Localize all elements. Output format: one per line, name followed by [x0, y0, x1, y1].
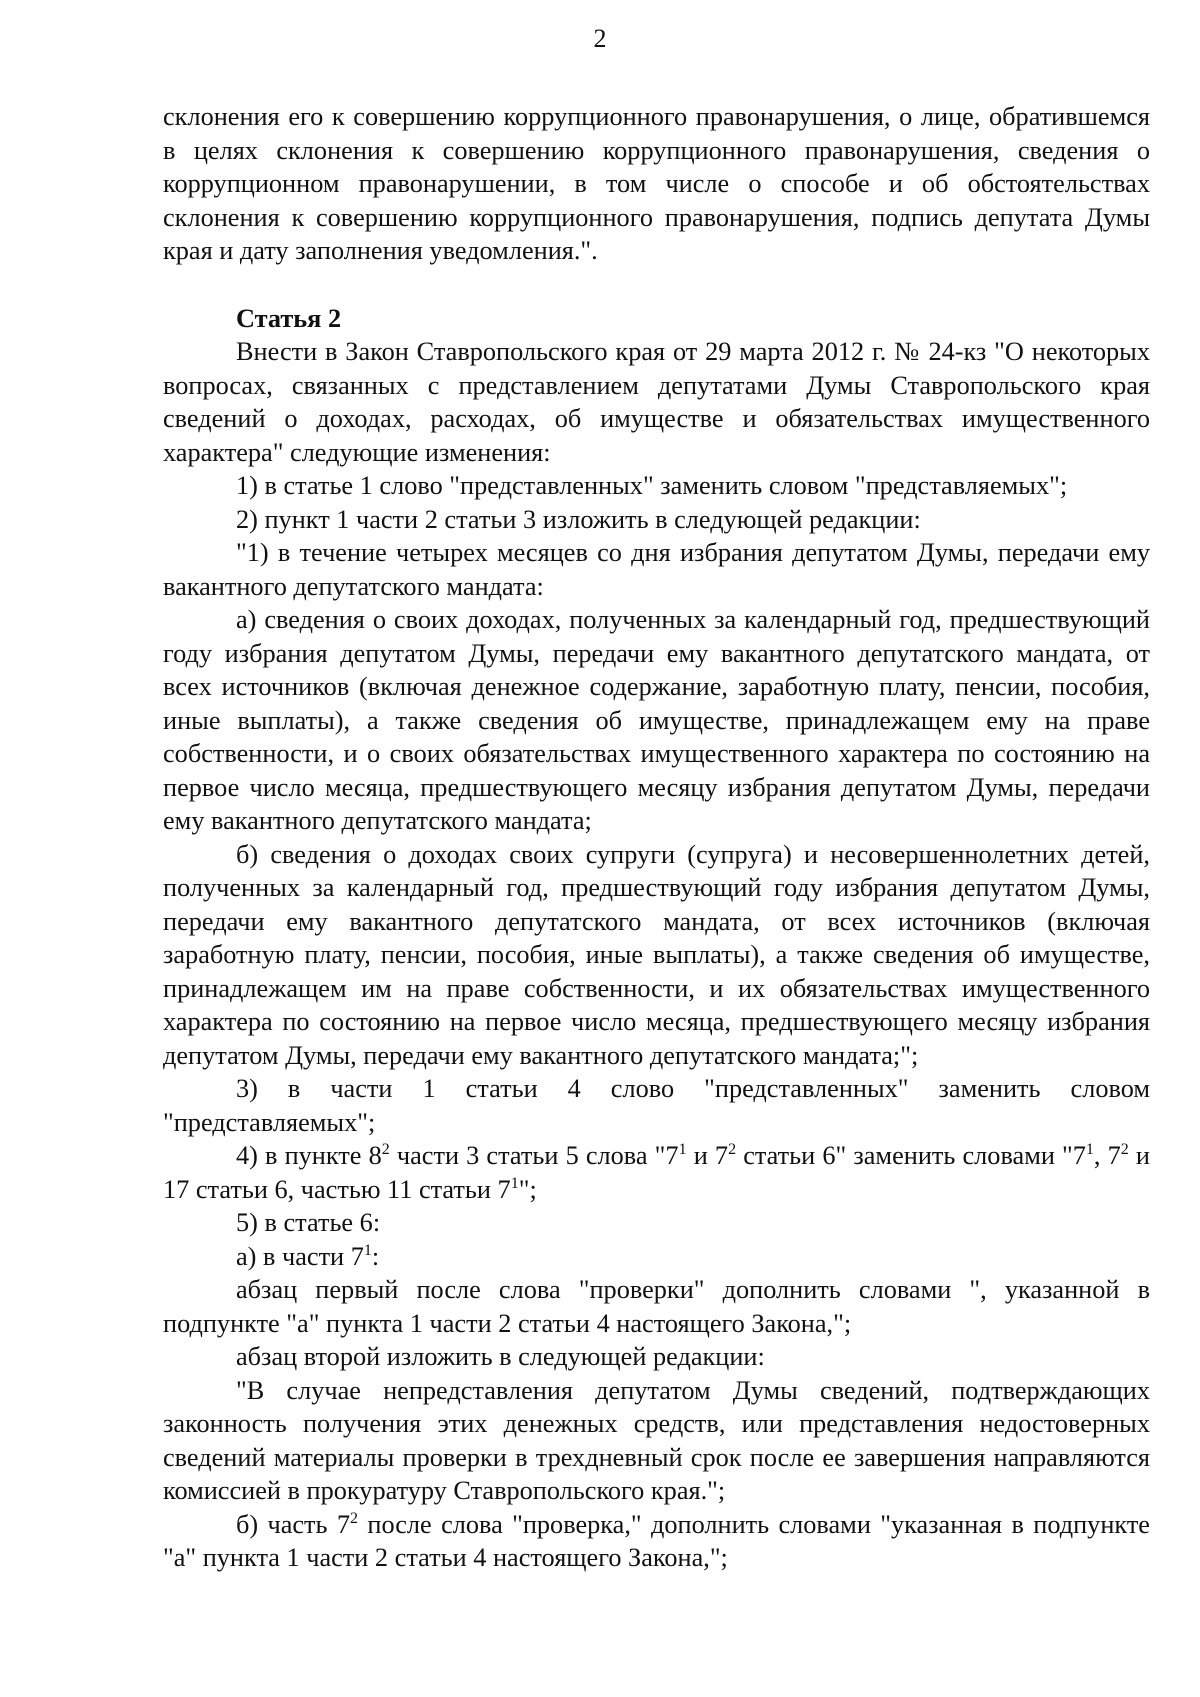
paragraph-abzac-1: абзац первый после слова "проверки" дополнить словами ", указанной в подпункте "а" пункта 1 части 2 статьи 4 настоящего Закона,";	[163, 1275, 1150, 1338]
paragraph-item-5-b	[163, 1508, 1150, 1575]
paragraph-subitem-a: а) сведения о своих доходах, полученных за календарный год, предшествующий году избрания депутатом Думы, передачи ему вакантного депутатского мандата, от всех источников (включая денежное содержание, заработную плату, пенсии, пособия, иные выплаты), а также сведения об имуществе, принадлежащем ему на праве собственности, и о своих обязательствах имущественного характера по состоянию на первое число месяца, предшествующего месяцу избрания депутатом Думы, передачи ему вакантного депутатского мандата;	[163, 605, 1150, 835]
paragraph-item-4	[163, 1139, 1150, 1206]
paragraph-quoted-item-1: "1) в течение четырех месяцев со дня избрания депутатом Думы, передачи ему вакантного депутатского мандата:	[163, 538, 1150, 601]
text-fragment: 4) в пункте 8	[236, 1141, 382, 1170]
text-fragment: , 7	[1093, 1141, 1121, 1170]
text-fragment: после слова "проверка," дополнить словами "указанная в подпункте "а" пункта 1 части 2 статьи 4 настоящего Закона,";	[163, 1509, 1150, 1572]
superscript: 2	[381, 1141, 390, 1159]
paragraph-article-intro: Внести в Закон Ставропольского края от 29 марта 2012 г. № 24-кз "О некоторых вопросах, связанных с представлением депутатами Думы Ставропольского края сведений о доходах, расходах, об имуществе и обязательствах имущественного характера" следующие изменения:	[163, 337, 1150, 467]
text-fragment: ";	[518, 1174, 537, 1204]
paragraph-subitem-b: б) сведения о доходах своих супруги (супруга) и несовершеннолетних детей, полученных за календарный год, предшествующий году избрания депутатом Думы, передачи ему вакантного депутатского мандата, от всех источников (включая заработную плату, пенсии, пособия, иные выплаты), а также сведения об имуществе, принадлежащем им на праве собственности, и их обязательствах имущественного характера по состоянию на первое число месяца, предшествующего месяцу избрания депутатом Думы, передачи ему вакантного депутатского мандата;";	[163, 839, 1150, 1070]
text-fragment: :	[371, 1241, 380, 1271]
document-body	[163, 100, 1150, 1575]
text-fragment: б) часть 7	[236, 1509, 351, 1539]
paragraph-quoted-abzac: "В случае непредставления депутатом Думы сведений, подтверждающих законность получения этих денежных средств, или представления недостоверных сведений материалы проверки в трехдневный срок после ее завершения направляются комиссией в прокуратуру Ставропольского края.";	[163, 1375, 1150, 1505]
text-fragment: статьи 6" заменить словами "7	[736, 1141, 1086, 1170]
superscript: 2	[1120, 1141, 1129, 1159]
superscript: 2	[728, 1141, 737, 1159]
superscript: 1	[510, 1174, 519, 1192]
superscript: 1	[678, 1141, 687, 1159]
article-heading: Статья 2	[236, 303, 342, 333]
paragraph-item-1: 1) в статье 1 слово "представленных" заменить словом "представляемых";	[236, 471, 1068, 500]
paragraph-item-3: 3) в части 1 статьи 4 слово "представленных" заменить словом "представляемых";	[163, 1074, 1150, 1137]
superscript: 2	[350, 1509, 359, 1527]
paragraph-abzac-2: абзац второй изложить в следующей редакции:	[236, 1342, 765, 1371]
text-fragment: и 17 статьи 6, частью 11 статьи 7	[163, 1141, 1150, 1204]
superscript: 1	[1085, 1141, 1094, 1159]
paragraph-item-5: 5) в статье 6:	[236, 1208, 381, 1237]
text-fragment: части 3 статьи 5 слова "7	[389, 1141, 679, 1170]
paragraph-continuation: склонения его к совершению коррупционного правонарушения, о лице, обратившемся в целях склонения к совершению коррупционного правонарушения, сведения о коррупционном правонарушении, в том числе о способе и об обстоятельствах склонения к совершению коррупционного правонарушения, подпись депутата Думы края и дату заполнения уведомления.".	[163, 102, 1150, 265]
paragraph-item-2: 2) пункт 1 части 2 статьи 3 изложить в следующей редакции:	[236, 504, 921, 534]
superscript: 1	[363, 1241, 372, 1259]
text-fragment: и 7	[686, 1141, 729, 1170]
text-fragment: а) в части 7	[236, 1241, 364, 1271]
paragraph-item-5-a	[163, 1240, 1150, 1274]
page-number: 2	[593, 24, 607, 53]
